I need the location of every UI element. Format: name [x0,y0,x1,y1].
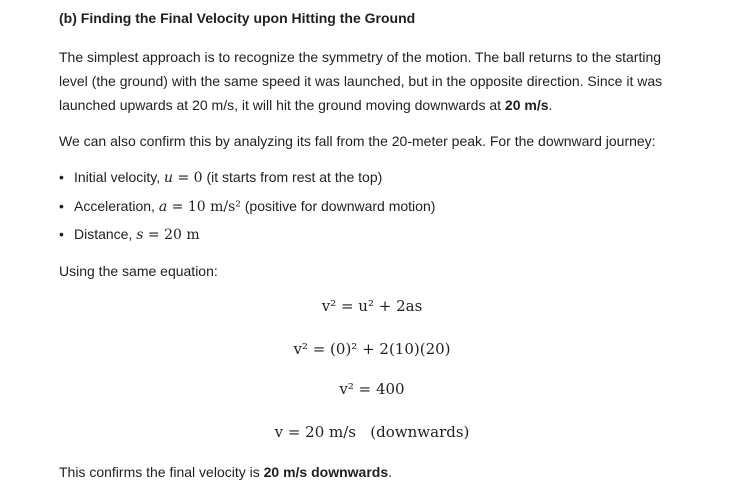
list-item [59,165,435,194]
bullet-label: Acceleration, [74,197,159,214]
conclusion-paragraph [59,460,689,484]
conclusion-end: . [388,464,392,480]
bullet-equation: = 10 m/s² [167,198,241,215]
confirm-paragraph: We can also confirm this by analyzing its fall from the 20-meter peak. For the downward journey: [59,133,656,149]
bullet-label: Distance, [74,226,137,242]
list-item [59,194,435,223]
section-heading: (b) Finding the Final Velocity upon Hitting the Ground [59,10,416,26]
bullet-label: Initial velocity, [74,169,164,185]
symmetry-result: 20 m/s [504,97,549,113]
bullet-note: (it starts from rest at the top) [202,169,383,185]
equation-simplified: v² = 400 [339,380,405,398]
bullet-variable: s [136,227,144,243]
conclusion-text: This confirms the final velocity is [59,464,264,480]
bullet-variable: a [158,198,168,215]
bullet-equation: = 20 m [143,227,200,243]
symmetry-paragraph [59,45,689,117]
bullet-note: (positive for downward motion) [240,197,436,214]
equation-kinematic: v² = u² + 2as [321,297,423,315]
equation-result: v = 20 m/s (downwards) [274,423,470,441]
symmetry-text: The simplest approach is to recognize the symmetry of the motion. The ball returns to the starting level (the ground) with the same speed it was launched, but in the opposite direction. Since it was launched upwards at 20 m/s, it will hit the ground moving downwards at [59,49,663,113]
given-values-list [59,165,435,251]
equation-substituted: v² = (0)² + 2(10)(20) [293,340,451,358]
bullet-equation: = 0 [173,170,203,186]
list-item [59,222,435,251]
symmetry-end: . [548,97,553,113]
conclusion-result: 20 m/s downwards [263,464,389,480]
bullet-variable: u [164,170,174,186]
equation-intro: Using the same equation: [59,263,218,279]
